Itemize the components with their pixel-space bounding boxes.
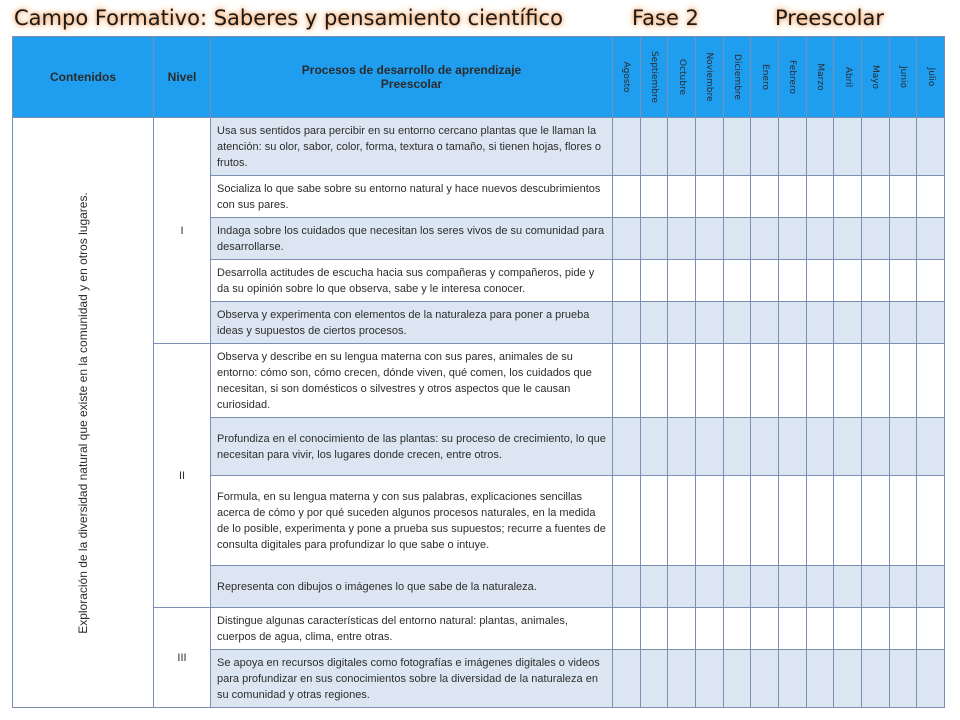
month-check-cell[interactable] <box>806 302 834 344</box>
month-check-cell[interactable] <box>640 176 668 218</box>
month-check-cell[interactable] <box>751 260 779 302</box>
month-check-cell[interactable] <box>613 176 641 218</box>
month-check-cell[interactable] <box>806 344 834 418</box>
month-label: Agosto <box>621 61 632 93</box>
month-check-cell[interactable] <box>834 260 862 302</box>
month-check-cell[interactable] <box>613 476 641 566</box>
month-check-cell[interactable] <box>640 118 668 176</box>
proceso-text: Profundiza en el conocimiento de las plantas: su proceso de crecimiento, lo que necesitan para vivir, los lugares donde crecen, entre otros. <box>211 418 613 476</box>
month-check-cell[interactable] <box>889 176 917 218</box>
month-check-cell[interactable] <box>751 566 779 608</box>
month-check-cell[interactable] <box>889 608 917 650</box>
month-check-cell[interactable] <box>723 476 751 566</box>
month-check-cell[interactable] <box>889 218 917 260</box>
month-check-cell[interactable] <box>889 476 917 566</box>
month-label: Mayo <box>870 64 881 90</box>
proceso-text: Se apoya en recursos digitales como fotografías e imágenes digitales o videos para profundizar en sus conocimientos sobre la diversidad de la naturaleza en su comunidad y otras regiones. <box>211 650 613 708</box>
campo-formativo-title: Campo Formativo: Saberes y pensamiento científico <box>14 6 563 30</box>
month-check-cell[interactable] <box>778 302 806 344</box>
month-check-cell[interactable] <box>806 118 834 176</box>
proceso-text: Indaga sobre los cuidados que necesitan los seres vivos de su comunidad para desarrollarse. <box>211 218 613 260</box>
month-check-cell[interactable] <box>861 176 889 218</box>
month-check-cell[interactable] <box>834 118 862 176</box>
month-check-cell[interactable] <box>751 476 779 566</box>
month-check-cell[interactable] <box>917 608 945 650</box>
month-check-cell[interactable] <box>613 344 641 418</box>
proceso-text: Observa y describe en su lengua materna con sus pares, animales de su entorno: cómo son, cómo crecen, dónde viven, qué comen, los cuidados que necesitan, si son domésticos o silvestres y otros aspectos que le causan curiosidad. <box>211 344 613 418</box>
month-check-cell[interactable] <box>668 566 696 608</box>
month-check-cell[interactable] <box>917 118 945 176</box>
title-bar <box>0 0 960 36</box>
proceso-text: Distingue algunas características del entorno natural: plantas, animales, cuerpos de agua, clima, entre otras. <box>211 608 613 650</box>
month-check-cell[interactable] <box>917 418 945 476</box>
month-check-cell[interactable] <box>889 118 917 176</box>
proceso-text: Desarrolla actitudes de escucha hacia sus compañeras y compañeros, pide y da su opinión sobre lo que observa, sabe y le interesa conocer. <box>211 260 613 302</box>
month-check-cell[interactable] <box>917 650 945 708</box>
month-check-cell[interactable] <box>668 476 696 566</box>
header-month <box>834 37 862 118</box>
header-month <box>889 37 917 118</box>
header-month <box>751 37 779 118</box>
header-month <box>695 37 723 118</box>
month-check-cell[interactable] <box>668 218 696 260</box>
month-label: Septiembre <box>648 50 659 104</box>
month-check-cell[interactable] <box>889 344 917 418</box>
proceso-text: Socializa lo que sabe sobre su entorno natural y hace nuevos descubrimientos con sus pares. <box>211 176 613 218</box>
month-check-cell[interactable] <box>834 650 862 708</box>
month-check-cell[interactable] <box>917 218 945 260</box>
contenido-cell <box>13 118 154 708</box>
proceso-text: Usa sus sentidos para percibir en su entorno cercano plantas que le llaman la atención: su olor, sabor, color, forma, textura o tamaño, si tienen hojas, flores o frutos. <box>211 118 613 176</box>
month-check-cell[interactable] <box>778 260 806 302</box>
month-check-cell[interactable] <box>834 608 862 650</box>
month-check-cell[interactable] <box>778 118 806 176</box>
month-check-cell[interactable] <box>723 608 751 650</box>
month-check-cell[interactable] <box>861 476 889 566</box>
month-check-cell[interactable] <box>668 650 696 708</box>
month-check-cell[interactable] <box>889 302 917 344</box>
month-label: Noviembre <box>704 52 715 102</box>
month-check-cell[interactable] <box>613 650 641 708</box>
month-check-cell[interactable] <box>668 260 696 302</box>
month-check-cell[interactable] <box>861 302 889 344</box>
month-check-cell[interactable] <box>695 302 723 344</box>
month-check-cell[interactable] <box>668 302 696 344</box>
header-month <box>806 37 834 118</box>
month-label: Abril <box>842 66 853 88</box>
month-label: Julio <box>925 67 936 87</box>
month-check-cell[interactable] <box>889 566 917 608</box>
month-check-cell[interactable] <box>861 566 889 608</box>
header-nivel: Nivel <box>154 37 211 118</box>
month-check-cell[interactable] <box>695 260 723 302</box>
month-check-cell[interactable] <box>613 118 641 176</box>
month-check-cell[interactable] <box>695 176 723 218</box>
month-check-cell[interactable] <box>751 218 779 260</box>
month-check-cell[interactable] <box>917 476 945 566</box>
month-check-cell[interactable] <box>613 566 641 608</box>
month-check-cell[interactable] <box>834 344 862 418</box>
month-check-cell[interactable] <box>613 418 641 476</box>
month-check-cell[interactable] <box>917 302 945 344</box>
month-check-cell[interactable] <box>806 566 834 608</box>
month-check-cell[interactable] <box>723 302 751 344</box>
month-check-cell[interactable] <box>917 566 945 608</box>
month-check-cell[interactable] <box>751 418 779 476</box>
month-check-cell[interactable] <box>834 302 862 344</box>
month-check-cell[interactable] <box>778 418 806 476</box>
month-label: Enero <box>759 64 770 90</box>
month-check-cell[interactable] <box>723 260 751 302</box>
month-check-cell[interactable] <box>861 650 889 708</box>
month-check-cell[interactable] <box>806 260 834 302</box>
month-check-cell[interactable] <box>613 218 641 260</box>
level-label: Preescolar <box>775 6 884 30</box>
contenido-text: Exploración de la diversidad natural que existe en la comunidad y en otros lugares. <box>76 191 90 634</box>
table-header-row <box>13 37 945 118</box>
month-check-cell[interactable] <box>861 608 889 650</box>
month-check-cell[interactable] <box>806 418 834 476</box>
month-check-cell[interactable] <box>723 418 751 476</box>
month-check-cell[interactable] <box>751 118 779 176</box>
month-label: Diciembre <box>731 54 742 100</box>
month-check-cell[interactable] <box>861 118 889 176</box>
phase-label: Fase 2 <box>632 6 699 30</box>
month-check-cell[interactable] <box>640 302 668 344</box>
month-check-cell[interactable] <box>640 418 668 476</box>
month-check-cell[interactable] <box>751 176 779 218</box>
month-check-cell[interactable] <box>613 302 641 344</box>
month-check-cell[interactable] <box>695 476 723 566</box>
month-check-cell[interactable] <box>695 344 723 418</box>
month-check-cell[interactable] <box>778 476 806 566</box>
month-check-cell[interactable] <box>723 344 751 418</box>
month-check-cell[interactable] <box>640 260 668 302</box>
header-month <box>640 37 668 118</box>
month-check-cell[interactable] <box>695 118 723 176</box>
month-label: Marzo <box>814 63 825 91</box>
month-check-cell[interactable] <box>695 566 723 608</box>
proceso-text: Representa con dibujos o imágenes lo que sabe de la naturaleza. <box>211 566 613 608</box>
month-check-cell[interactable] <box>613 260 641 302</box>
month-check-cell[interactable] <box>723 176 751 218</box>
month-check-cell[interactable] <box>668 418 696 476</box>
month-check-cell[interactable] <box>751 650 779 708</box>
month-check-cell[interactable] <box>778 218 806 260</box>
month-check-cell[interactable] <box>861 418 889 476</box>
header-month <box>613 37 641 118</box>
month-label: Junio <box>897 65 908 89</box>
month-check-cell[interactable] <box>778 650 806 708</box>
proceso-text: Formula, en su lengua materna y con sus palabras, explicaciones sencillas acerca de cómo y por qué suceden algunos procesos naturales, en la medida de lo posible, experimenta y pone a prueba sus supuestos; recurre a fuentes de consulta digitales para profundizar lo que sabe o intuye. <box>211 476 613 566</box>
month-check-cell[interactable] <box>778 344 806 418</box>
month-check-cell[interactable] <box>834 218 862 260</box>
month-check-cell[interactable] <box>806 476 834 566</box>
month-check-cell[interactable] <box>640 608 668 650</box>
month-check-cell[interactable] <box>806 176 834 218</box>
header-procesos-line1: Procesos de desarrollo de aprendizaje <box>301 63 522 77</box>
header-procesos-line2: Preescolar <box>380 77 443 91</box>
month-check-cell[interactable] <box>640 476 668 566</box>
nivel-cell: III <box>154 608 211 708</box>
month-check-cell[interactable] <box>861 260 889 302</box>
table-row <box>13 118 945 176</box>
header-procesos <box>211 37 613 118</box>
month-check-cell[interactable] <box>668 344 696 418</box>
month-check-cell[interactable] <box>723 118 751 176</box>
nivel-cell: I <box>154 118 211 344</box>
month-check-cell[interactable] <box>668 608 696 650</box>
month-check-cell[interactable] <box>640 218 668 260</box>
month-label: Febrero <box>787 60 798 94</box>
header-month <box>778 37 806 118</box>
month-check-cell[interactable] <box>778 176 806 218</box>
month-check-cell[interactable] <box>806 650 834 708</box>
month-check-cell[interactable] <box>613 608 641 650</box>
month-check-cell[interactable] <box>751 608 779 650</box>
header-contenidos: Contenidos <box>13 37 154 118</box>
header-month <box>668 37 696 118</box>
month-check-cell[interactable] <box>723 566 751 608</box>
header-month <box>917 37 945 118</box>
month-check-cell[interactable] <box>889 418 917 476</box>
month-check-cell[interactable] <box>640 566 668 608</box>
month-check-cell[interactable] <box>889 260 917 302</box>
month-check-cell[interactable] <box>695 608 723 650</box>
month-check-cell[interactable] <box>723 218 751 260</box>
month-check-cell[interactable] <box>834 566 862 608</box>
month-check-cell[interactable] <box>806 608 834 650</box>
month-check-cell[interactable] <box>640 344 668 418</box>
planning-table <box>12 36 945 708</box>
month-check-cell[interactable] <box>640 650 668 708</box>
month-check-cell[interactable] <box>778 566 806 608</box>
month-check-cell[interactable] <box>751 344 779 418</box>
month-check-cell[interactable] <box>917 176 945 218</box>
month-check-cell[interactable] <box>723 650 751 708</box>
month-check-cell[interactable] <box>695 218 723 260</box>
proceso-text: Observa y experimenta con elementos de la naturaleza para poner a prueba ideas y supuestos de ciertos procesos. <box>211 302 613 344</box>
month-check-cell[interactable] <box>861 218 889 260</box>
nivel-cell: II <box>154 344 211 608</box>
month-check-cell[interactable] <box>834 418 862 476</box>
header-month <box>723 37 751 118</box>
month-check-cell[interactable] <box>834 476 862 566</box>
month-check-cell[interactable] <box>861 344 889 418</box>
month-check-cell[interactable] <box>834 176 862 218</box>
month-check-cell[interactable] <box>695 650 723 708</box>
month-check-cell[interactable] <box>695 418 723 476</box>
header-month <box>861 37 889 118</box>
month-check-cell[interactable] <box>806 218 834 260</box>
month-check-cell[interactable] <box>778 608 806 650</box>
month-check-cell[interactable] <box>917 344 945 418</box>
month-check-cell[interactable] <box>668 176 696 218</box>
month-check-cell[interactable] <box>889 650 917 708</box>
month-check-cell[interactable] <box>668 118 696 176</box>
month-check-cell[interactable] <box>917 260 945 302</box>
month-check-cell[interactable] <box>751 302 779 344</box>
month-label: Octubre <box>676 58 687 96</box>
